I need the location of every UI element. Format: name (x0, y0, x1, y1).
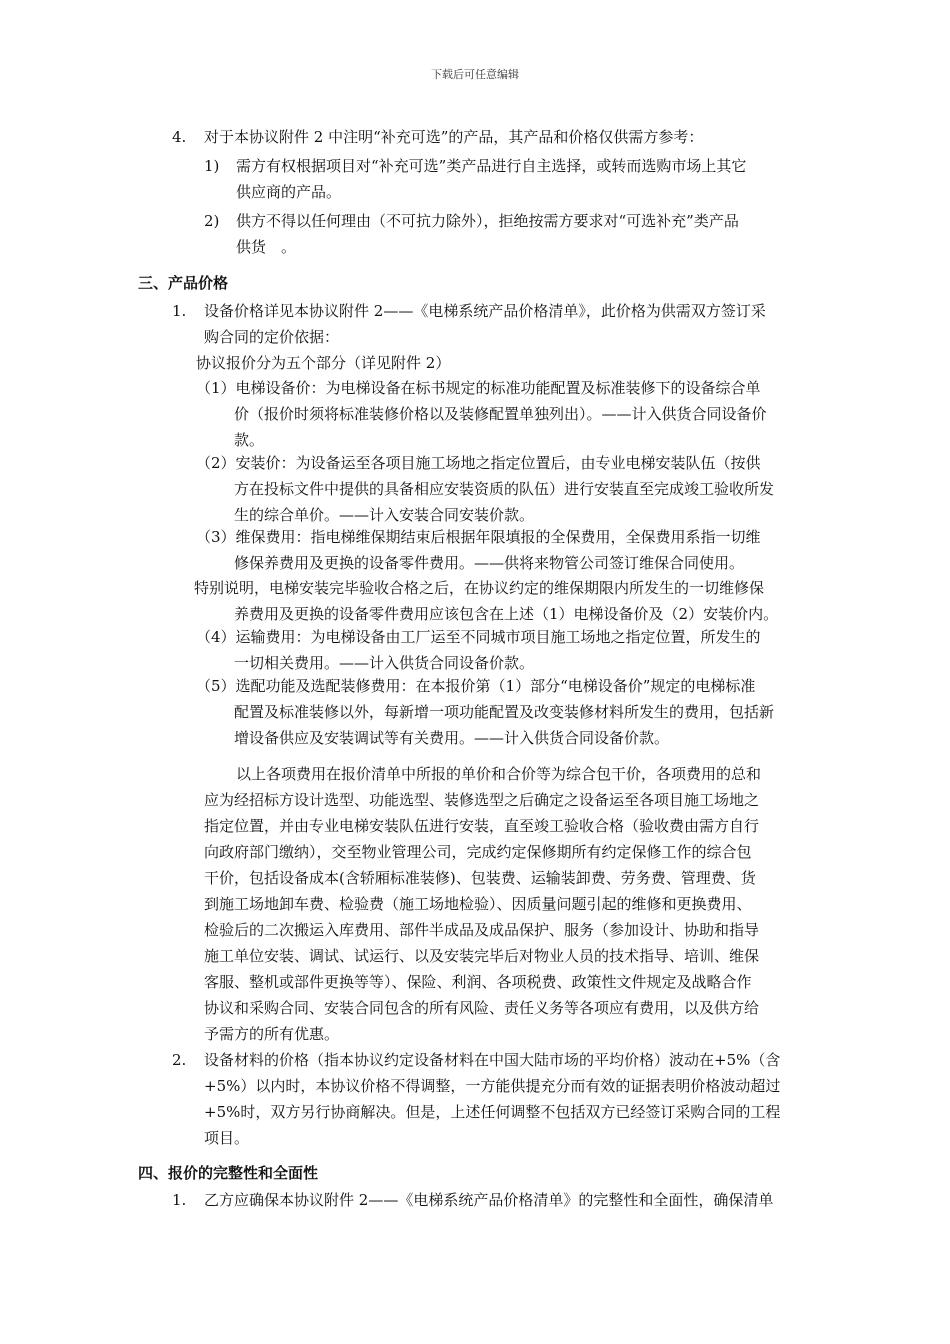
part-line: （2）安装价：为设备运至各项目施工场地之指定位置后，由专业电梯安装队伍（按供 (196, 454, 761, 472)
sub-item-text: 供方不得以任何理由（不可抗力除外），拒绝按需方要求对“可选补充”类产品 (236, 212, 739, 230)
item-text: 对于本协议附件 2 中注明“补充可选”的产品，其产品和价格仅供需方参考： (204, 128, 704, 146)
special-note-line: 养费用及更换的设备零件费用应该包含在上述（1）电梯设备价及（2）安装价内。 (234, 605, 779, 623)
part-line: （1）电梯设备价：为电梯设备在标书规定的标准功能配置及标准装修下的设备综合单 (196, 379, 761, 397)
paragraph-line: 予需方的所有优惠。 (204, 1025, 340, 1043)
item-text: 设备材料的价格（指本协议约定设备材料在中国大陆市场的平均价格）波动在+5%（含 (204, 1051, 781, 1069)
paragraph-line: 检验后的二次搬运入库费用、部件半成品及成品保护、服务（参加设计、协助和指导 (204, 921, 760, 939)
item-text: 设备价格详见本协议附件 2——《电梯系统产品价格清单》，此价格为供需双方签订采 (204, 302, 766, 320)
part-line: （4）运输费用：为电梯设备由工厂运至不同城市项目施工场地之指定位置，所发生的 (196, 628, 761, 646)
item-text: +5%时，双方另行协商解决。但是，上述任何调整不包括双方已经签订采购合同的工程 (204, 1103, 781, 1121)
paragraph-line: 协议和采购合同、安装合同包含的所有风险、责任义务等各项应有费用，以及供方给 (204, 999, 760, 1017)
sub-item-text: 供货 。 (236, 238, 297, 256)
section-heading: 三、产品价格 (138, 274, 229, 292)
item-text: 项目。 (204, 1129, 250, 1147)
page-header: 下载后可任意编辑 (431, 68, 519, 81)
part-line: 生的综合单价。——计入安装合同安装价款。 (234, 506, 535, 524)
paragraph-line: 施工单位安装、调试、试运行、以及安装完毕后对物业人员的技术指导、培训、维保 (204, 947, 760, 965)
item-number: 1. (172, 302, 187, 320)
item-number: 2. (172, 1051, 187, 1069)
sub-item-number: 1) (204, 157, 220, 175)
part-line: 配置及标准装修以外，每新增一项功能配置及改变装修材料所发生的费用，包括新 (234, 703, 775, 721)
paragraph-line: 客服、整机或部件更换等等）、保险、利润、各项税费、政策性文件规定及战略合作 (204, 973, 752, 991)
part-line: （5）选配功能及选配装修费用：在本报价第（1）部分“电梯设备价”规定的电梯标准 (196, 677, 756, 695)
paragraph-line: 以上各项费用在报价清单中所报的单价和合价等为综合包干价，各项费用的总和 (236, 765, 762, 783)
sub-item-number: 2) (204, 212, 220, 230)
part-line: 方在投标文件中提供的具备相应安装资质的队伍）进行安装直至完成竣工验收所发 (234, 480, 775, 498)
item-number: 4. (172, 128, 187, 146)
item-text: 购合同的定价依据： (204, 328, 340, 346)
section-heading: 四、报价的完整性和全面性 (138, 1164, 319, 1182)
special-note-line: 特别说明，电梯安装完毕验收合格之后，在协议约定的维保期限内所发生的一切维修保 (194, 579, 765, 597)
paragraph-line: 到施工场地卸车费、检验费（施工场地检验）、因质量问题引起的维修和更换费用、 (204, 895, 752, 913)
item-text: +5%）以内时，本协议价格不得调整，一方能供提充分而有效的证据表明价格波动超过 (204, 1077, 781, 1095)
paragraph-line: 干价，包括设备成本(含轿厢标准装修)、包装费、运输装卸费、劳务费、管理费、货 (204, 869, 756, 887)
part-line: （3）维保费用：指电梯维保期结束后根据年限填报的全保费用，全保费用系指一切维 (196, 528, 761, 546)
part-line: 一切相关费用。——计入供货合同设备价款。 (234, 654, 535, 672)
sub-item-text: 供应商的产品。 (236, 183, 342, 201)
paragraph-line: 应为经招标方设计选型、功能选型、装修选型之后确定之设备运至各项目施工场地之 (204, 791, 760, 809)
paragraph-line: 向政府部门缴纳），交至物业管理公司，完成约定保修期所有约定保修工作的综合包 (204, 843, 752, 861)
part-line: 款。 (234, 431, 265, 449)
item-text: 乙方应确保本协议附件 2——《电梯系统产品价格清单》的完整性和全面性，确保清单 (204, 1191, 774, 1209)
part-line: 增设备供应及安装调试等有关费用。——计入供货合同设备价款。 (234, 729, 670, 747)
part-line: 修保养费用及更换的设备零件费用。——供将来物管公司签订维保合同使用。 (234, 554, 745, 572)
sub-item-text: 需方有权根据项目对“补充可选”类产品进行自主选择，或转而选购市场上其它 (236, 157, 747, 175)
item-number: 1. (172, 1191, 187, 1209)
paragraph-line: 协议报价分为五个部分（详见附件 2） (196, 354, 451, 372)
paragraph-line: 指定位置，并由专业电梯安装队伍进行安装，直至竣工验收合格（验收费由需方自行 (204, 817, 760, 835)
part-line: 价（报价时须将标准装修价格以及装修配置单独列出）。——计入供货合同设备价 (234, 405, 767, 423)
